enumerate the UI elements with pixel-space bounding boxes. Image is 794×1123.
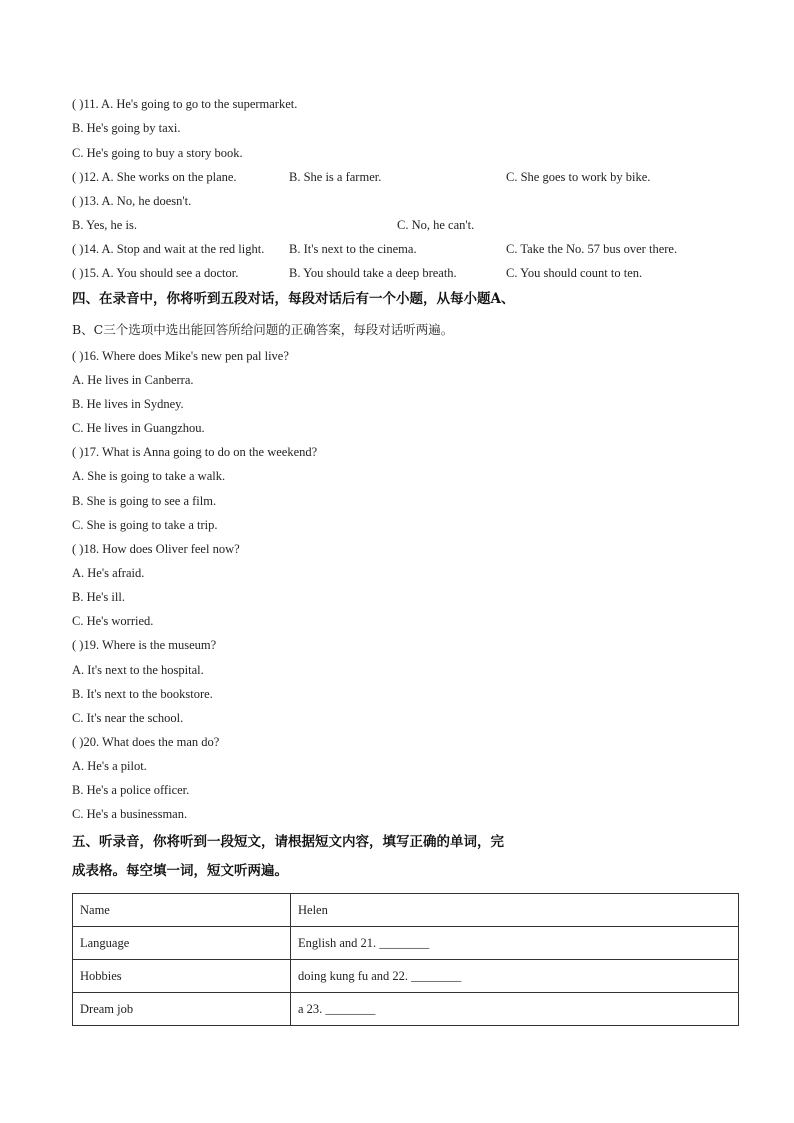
q18-option-b: B. He's ill. [72,590,125,604]
section4-heading: 四、在录音中，你将听到五段对话，每段对话后有一个小题，从每小题A、 [72,291,515,307]
table-row [73,927,739,960]
table-row-value: doing kung fu and 22. ________ [291,960,739,993]
q12-option-c: C. She goes to work by bike. [506,170,651,184]
table-row-value: Helen [291,894,739,927]
table-row [73,960,739,993]
q17-option-a: A. She is going to take a walk. [72,469,226,483]
q17-option-b: B. She is going to see a film. [72,494,217,508]
q16-stem: ( )16. Where does Mike's new pen pal live? [72,349,289,363]
table-row-label: Name [73,894,291,927]
table-row-label: Hobbies [73,960,291,993]
q14-option-b: B. It's next to the cinema. [289,242,417,256]
q15-option-c: C. You should count to ten. [506,266,643,280]
q13-option-b: B. Yes, he is. [72,218,137,232]
q20-option-b: B. He's a police officer. [72,783,190,797]
table-row-value: English and 21. ________ [291,927,739,960]
section4-instruction: B、C三个选项中选出能回答所给问题的正确答案，每段对话听两遍。 [72,322,454,337]
q18-option-c: C. He's worried. [72,614,154,628]
q18-stem: ( )18. How does Oliver feel now? [72,542,240,556]
q19-option-b: B. It's next to the bookstore. [72,687,213,701]
q14-option-c: C. Take the No. 57 bus over there. [506,242,678,256]
q19-option-c: C. It's near the school. [72,711,184,725]
q13-option-c: C. No, he can't. [397,218,475,232]
q16-option-a: A. He lives in Canberra. [72,373,194,387]
q19-option-a: A. It's next to the hospital. [72,663,204,677]
table-row-value: a 23. ________ [291,993,739,1026]
q20-stem: ( )20. What does the man do? [72,735,220,749]
q12-option-b: B. She is a farmer. [289,170,382,184]
q16-option-b: B. He lives in Sydney. [72,397,184,411]
q14-option-a: ( )14. A. Stop and wait at the red light. [72,242,265,256]
q17-stem: ( )17. What is Anna going to do on the weekend? [72,445,318,459]
q12-option-a: ( )12. A. She works on the plane. [72,170,237,184]
table-row-label: Language [73,927,291,960]
answer-table [72,893,739,1026]
q20-option-a: A. He's a pilot. [72,759,147,773]
q18-option-a: A. He's afraid. [72,566,145,580]
q20-option-c: C. He's a businessman. [72,807,188,821]
q19-stem: ( )19. Where is the museum? [72,638,217,652]
q15-option-a: ( )15. A. You should see a doctor. [72,266,239,280]
table-row [73,993,739,1026]
q11-option-b: B. He's going by taxi. [72,121,181,135]
table-row-label: Dream job [73,993,291,1026]
q16-option-c: C. He lives in Guangzhou. [72,421,205,435]
section5-instruction: 成表格。每空填一词，短文听两遍。 [72,863,288,879]
table-row [73,894,739,927]
q15-option-b: B. You should take a deep breath. [289,266,457,280]
q13-option-a: ( )13. A. No, he doesn't. [72,194,192,208]
q11-stem: ( )11. A. He's going to go to the supermarket. [72,97,298,111]
q11-option-c: C. He's going to buy a story book. [72,146,243,160]
section5-heading: 五、听录音，你将听到一段短文，请根据短文内容，填写正确的单词，完 [72,834,504,850]
q17-option-c: C. She is going to take a trip. [72,518,218,532]
